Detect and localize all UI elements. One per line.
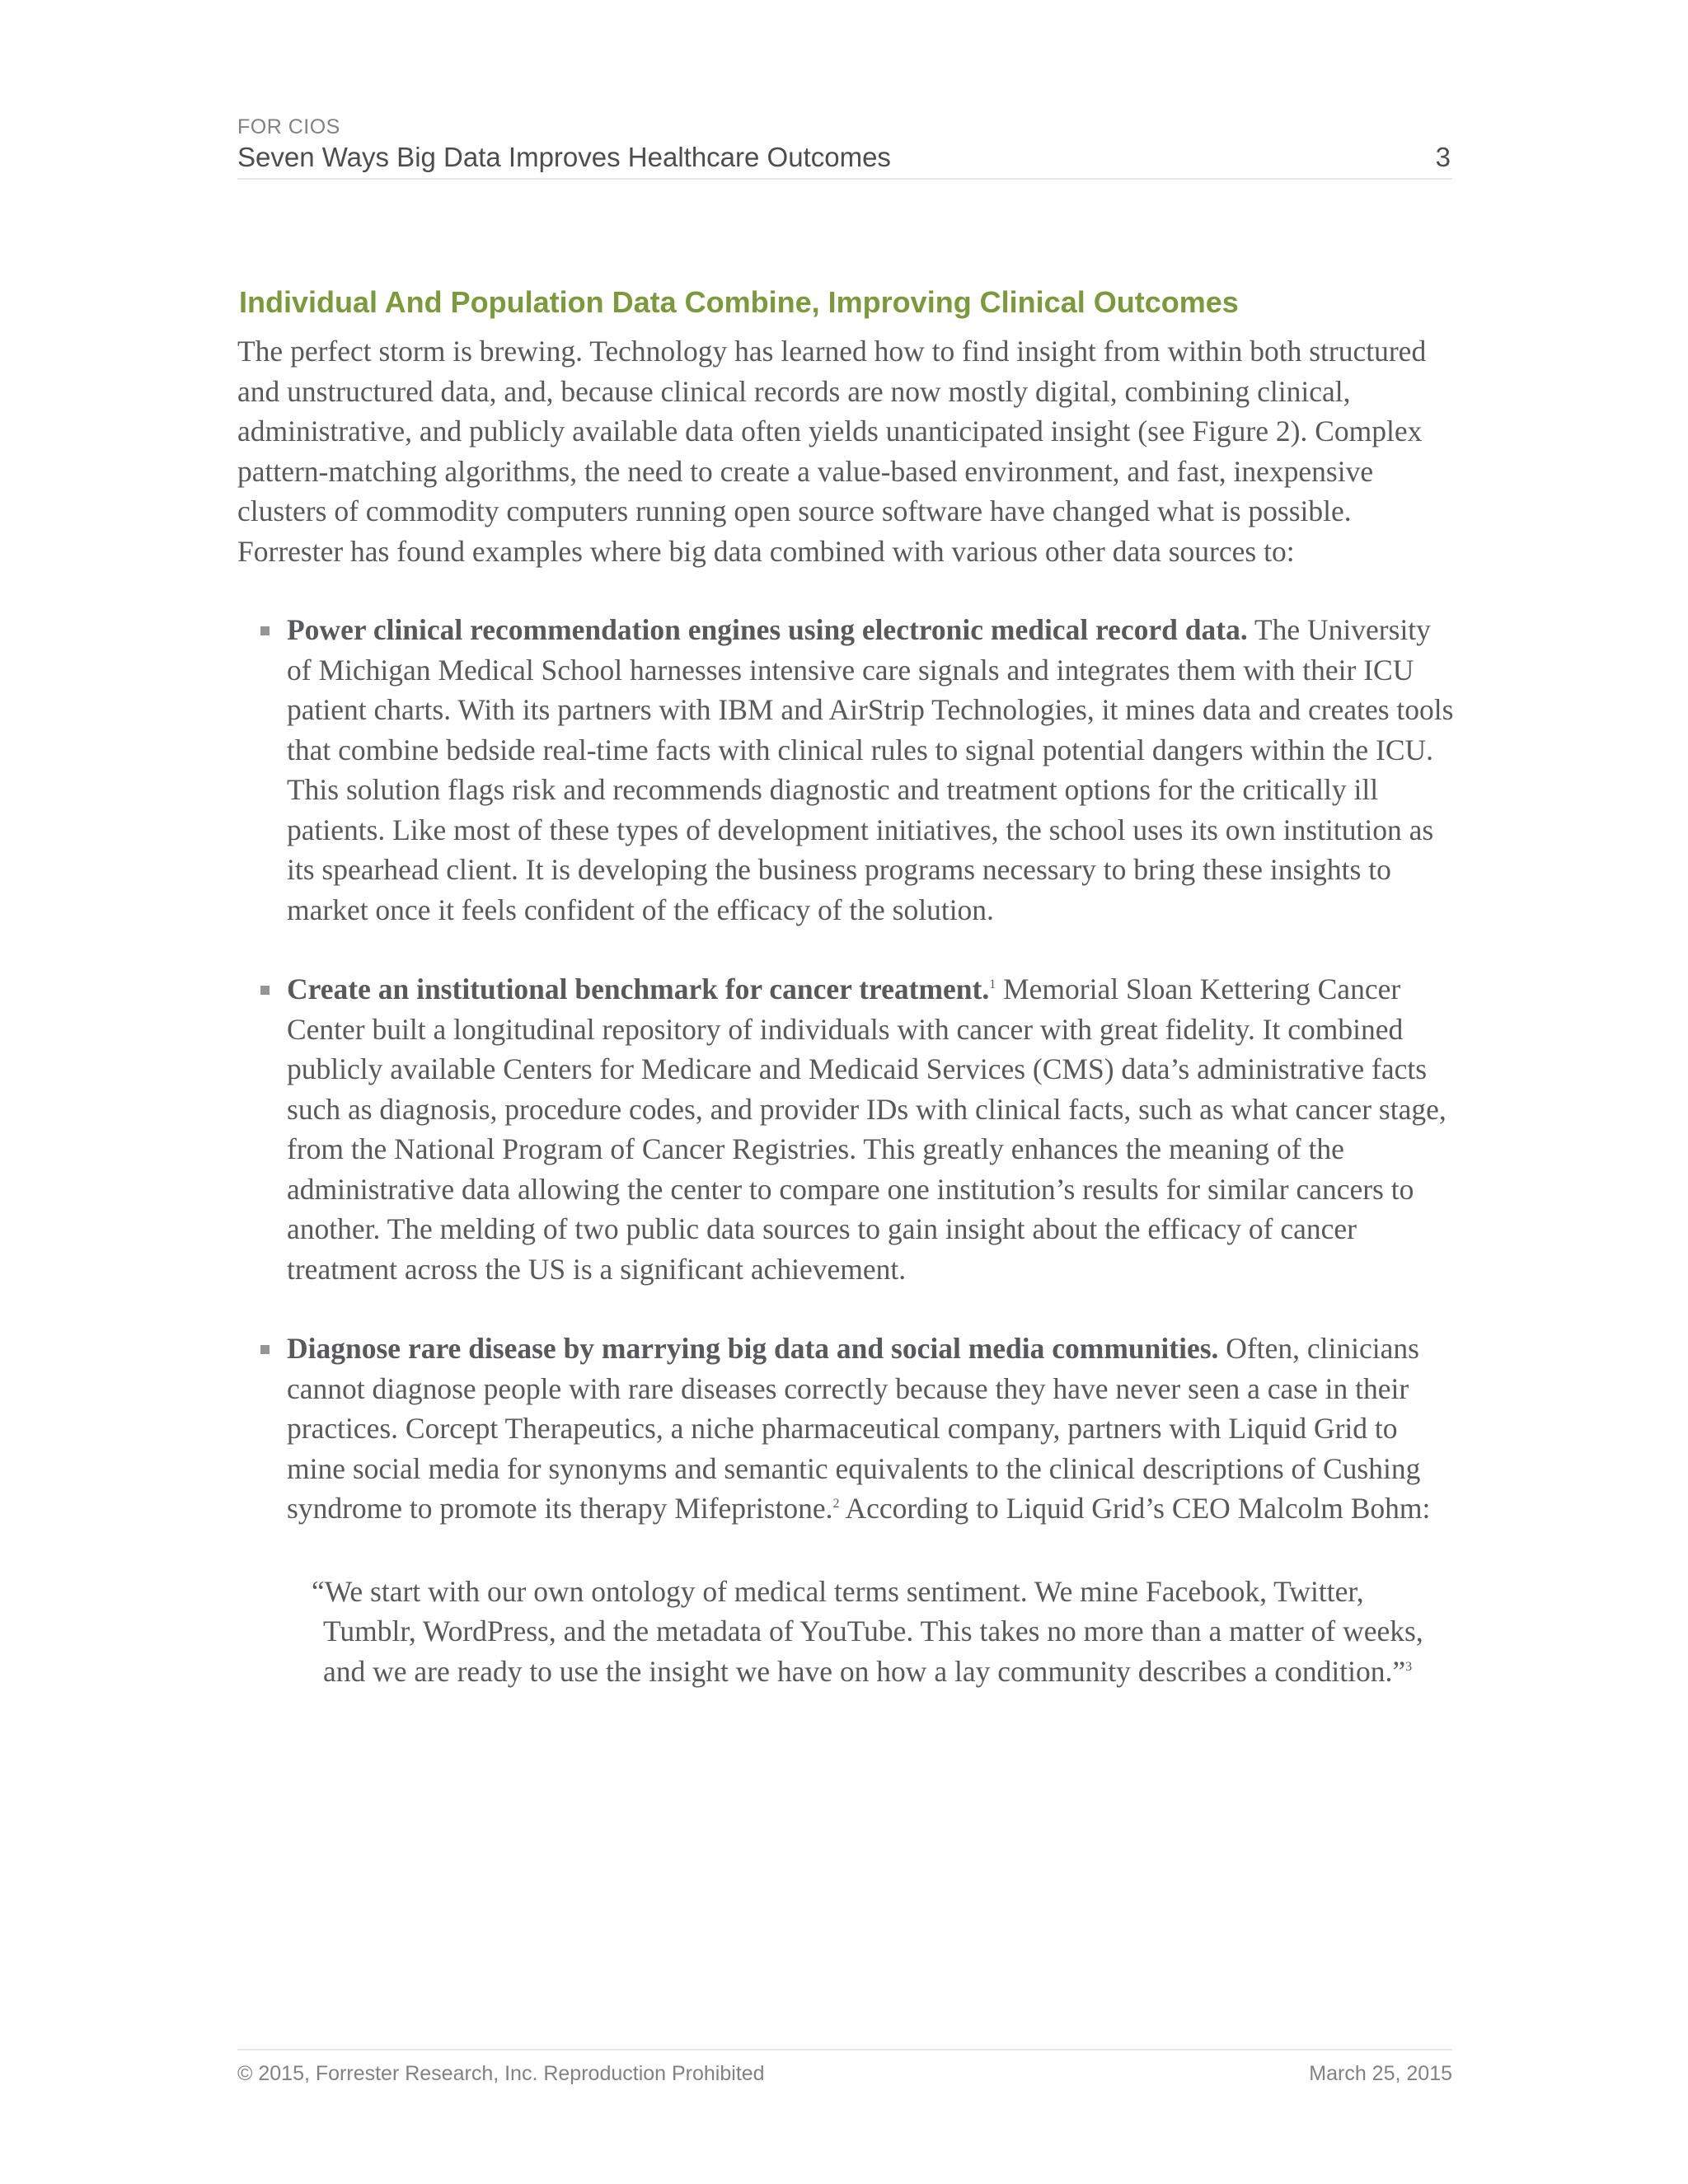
section-heading: Individual And Population Data Combine, Improving Clinical Outcomes: [239, 285, 1239, 319]
copyright-notice: © 2015, Forrester Research, Inc. Reproduction Prohibited: [237, 2062, 765, 2085]
bullet-lead: Power clinical recommendation engines using electronic medical record data.: [287, 613, 1248, 646]
block-quote: [312, 1572, 1428, 1692]
bullet-item-rare-disease: [260, 1329, 1461, 1691]
bullet-text-continued: According to Liquid Grid’s CEO Malcolm Bohm:: [839, 1492, 1431, 1525]
square-bullet-icon: [260, 986, 270, 995]
square-bullet-icon: [260, 626, 270, 635]
intro-paragraph: The perfect storm is brewing. Technology has learned how to find insight from within both structured and unstructured data, and, because clinical records are now mostly digital, combining clinical, administrative, and publicly available data often yields unanticipated insight (see Figure 2). Complex pattern-matching algorithms, the need to create a value-based environment, and fast, inexpensive clusters of commodity computers running open source software have changed what is possible. Forrester has found examples where big data combined with various other data sources to:: [237, 335, 1427, 568]
bullet-item-clinical-engines: [260, 610, 1461, 930]
page-number: 3: [1435, 142, 1451, 172]
document-title: Seven Ways Big Data Improves Healthcare Outcomes: [237, 142, 891, 172]
bullet-lead: Diagnose rare disease by marrying big data and social media communities.: [287, 1332, 1219, 1365]
bullet-text: Often, clinicians cannot diagnose people with rare diseases correctly because they have never seen a case in their practices. Corcept Therapeutics, a niche pharmaceutical company, partners with Liquid Grid to mine social media for synonyms and semantic equivalents to the clinical descriptions of Cushing syndrome to promote its therapy Mifepristone.: [287, 1332, 1421, 1525]
footnote-ref[interactable]: 1: [989, 977, 996, 992]
bullet-item-cancer-benchmark: [260, 969, 1461, 1289]
footnote-ref[interactable]: 3: [1405, 1659, 1413, 1674]
publication-date: March 25, 2015: [1309, 2062, 1452, 2085]
square-bullet-icon: [260, 1345, 270, 1354]
bullet-text: Memorial Sloan Kettering Cancer Center built a longitudinal repository of individuals with cancer with great fidelity. It combined publicly available Centers for Medicare and Medicaid Services (CMS) data’s administrative facts such as diagnosis, procedure codes, and provider IDs with clinical facts, such as what cancer stage, from the National Program of Cancer Registries. This greatly enhances the meaning of the administrative data allowing the center to compare one institution’s results for similar cancers to another. The melding of two public data sources to gain insight about the efficacy of cancer treatment across the US is a significant achievement.: [287, 972, 1447, 1286]
quote-text: “We start with our own ontology of medical terms sentiment. We mine Facebook, Twitter, Tumblr, WordPress, and the metadata of YouTube. This takes no more than a matter of weeks, and we are ready to use the insight we have on how a lay community describes a condition.”: [312, 1574, 1423, 1688]
page-footer: [237, 2049, 1452, 2087]
bullet-list: [260, 610, 1461, 1731]
header-kicker: FOR CIOS: [237, 115, 340, 138]
bullet-text: The University of Michigan Medical School harnesses intensive care signals and integrates them with their ICU patient charts. With its partners with IBM and AirStrip Technologies, it mines data and creates tools that combine bedside real-time facts with clinical rules to signal potential dangers within the ICU. This solution flags risk and recommends diagnostic and treatment options for the critically ill patients. Like most of these types of development initiatives, the school uses its own institution as its spearhead client. It is developing the business programs necessary to bring these insights to market once it feels confident of the efficacy of the solution.: [287, 613, 1454, 926]
page-header: [237, 115, 1452, 180]
footnote-ref[interactable]: 2: [832, 1497, 840, 1511]
bullet-lead: Create an institutional benchmark for cancer treatment.: [287, 972, 990, 1005]
